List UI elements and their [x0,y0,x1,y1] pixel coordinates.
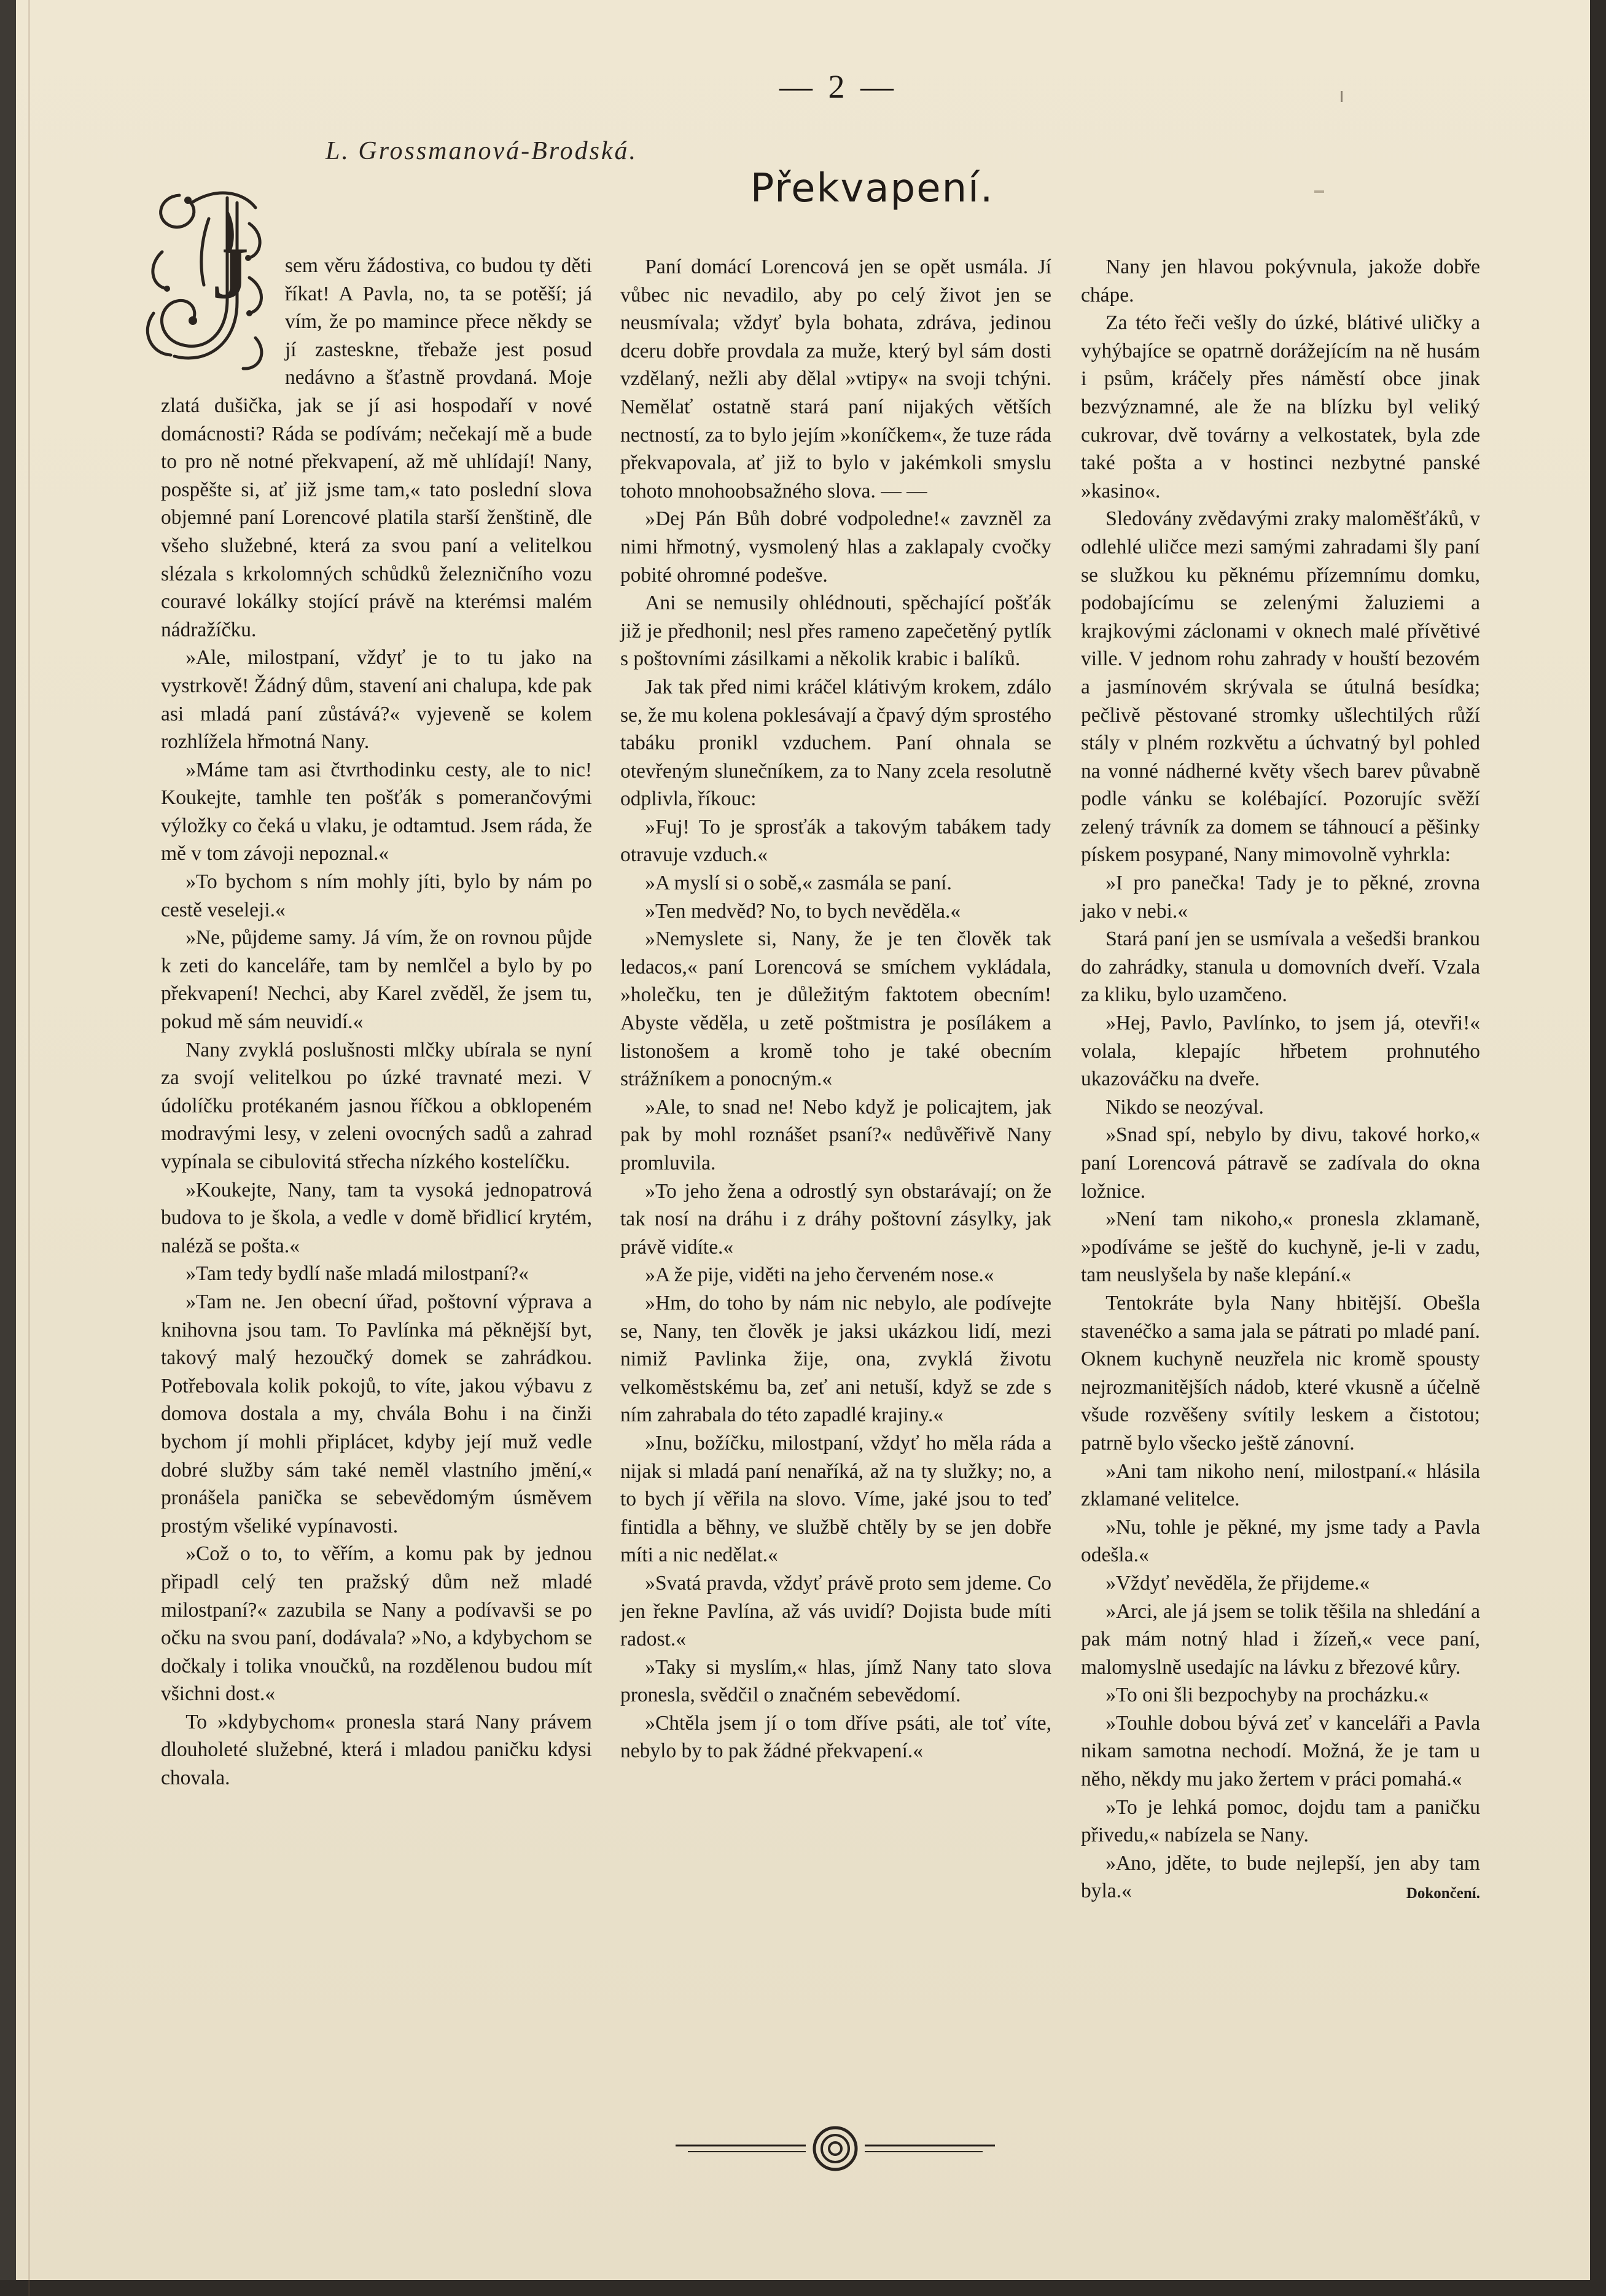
paragraph: »To oni šli bezpochyby na procházku.« [1105,1684,1429,1707]
paragraph: »To je lehká pomoc, dojdu tam a paničku přivedu,« nabízela se Nany. [1081,1795,1480,1847]
paragraph: »Chtěla jsem jí o tom dříve psáti, ale toť víte, nebylo by to pak žádné překvapení.« [620,1711,1051,1763]
paragraph: Nany jen hlavou pokývnula, jakože dobře chápe. [1081,256,1480,307]
paragraph: »Dej Pán Bůh dobré vodpoledne!« zavzněl za nimi hřmotný, vysmolený hlas a zaklapaly cvočky pobité ohromné podešve. [620,507,1051,587]
paragraph: »Koukejte, Nany, tam ta vysoká jednopatrová budova to je škola, a vedle v domě břidlicí krytém, naléză se pošta.« [161,1178,592,1257]
paragraph: Nikdo se neozýval. [1105,1095,1264,1119]
paper-fold-line [28,0,30,2296]
paragraph: »Vždyť nevěděla, že přijdeme.« [1105,1571,1370,1595]
scan-edge-left [0,0,16,2296]
paragraph: »Fuj! To je sprosťák a takovým tabákem tady otravuje vzduch.« [620,815,1051,867]
paragraph: »Svatá pravda, vždyť právě proto sem jdeme. Co jen řekne Pavlína, až vás uvidí? Dojista bude míti radost.« [620,1571,1051,1651]
paragraph: »To jeho žena a odrostlý syn obstarávají; on že tak nosí na dráhu i z dráhy poštovní zásylky, jak právě vidíte.« [620,1179,1051,1259]
paragraph: »Což o to, to věřím, a komu pak by jednou připadl celý ten pražský dům než mladé milostpaní?« zazubila se Nany a podívavši se po očku na svou paní, dodávala? »No, a kdybychom se dočkaly i tolika vnoučků, na rozdělenou budou mít všichni dost.« [161,1542,592,1706]
ornamental-letter-j-icon [135,160,276,381]
paragraph: »A myslí si o sobě,« zasmála se paní. [645,872,952,895]
paragraph: »Nemyslete si, Nany, že je ten člověk tak ledacos,« paní Lorencová se smíchem vykládala, »holečku, ten je důležitým faktotem obecním! Abyste věděla, u zetě poštmistra je posílákem a listonošem a kromě toho je také obecním strážníkem a ponocným.« [620,927,1051,1091]
paragraph: »Hm, do toho by nám nic nebylo, ale podívejte se, Nany, ten člověk je jaksi ukázkou lidí, mezi nimiž Pavlinka žije, ona, zvyklá životu velkoměstskému ba, zeť ani netuší, když se zde s ním zahrabala do této zapadlé krajiny.« [620,1291,1051,1427]
text-column-left [161,232,592,1792]
paragraph: Jak tak před nimi kráčel klátivým krokem, zdálo se, že mu kolena poklesávají a čpavý dým sprostého tabáku pronikl vzduchem. Paní ohnala se otevřeným slunečníkem, za to Nany zcela resolutně odplivla, říkouc: [620,675,1051,811]
paragraph: »Nu, tohle je pěkné, my jsme tady a Pavla odešla.« [1081,1515,1480,1567]
paragraph: »Touhle dobou bývá zeť v kanceláři a Pavla nikam samotna nechodí. Možná, že je tam u něho, někdy mu jako žertem v práci pomahá.« [1081,1711,1480,1791]
paragraph: »Arci, ale já jsem se tolik těšila na shledání a pak mám notný hlad i žízeň,« vece paní, malomyslně usedajíc na lávku z březové kůry. [1081,1599,1480,1679]
paragraph: »Ale, milostpaní, vždyť je to tu jako na vystrkově! Žádný dům, stavení ani chalupa, kde pak asi mladá paní zůstává?« vyjeveně se kolem rozhlížela hřmotná Nany. [161,646,592,754]
paragraph: »Tam tedy bydlí naše mladá milostpaní?« [185,1262,529,1286]
article-title: Překvapení. [750,166,994,211]
paragraph: Sledovány zvědavými zraky maloměšťáků, v odlehlé uličce mezi samými zahradami šly paní se služkou ku pěknému přízemnímu domku, podobajícímu se zelenými žaluziemi a krajkovými záclonami v oknech malé přívětivé ville. V jednom rohu zahrady v houští bezovém a jasmínovém skrývala se útulná besídka; pečlivě pěstované stromky ušlechtilých růží stály v plném rozkvětu a úchvatný byl pohled na vonné nádherné květy všech barev půvabně podle vánku se kolébající. Pozorujíc svěží zelený trávník za domem se táhnoucí a pěšinky pískem posypané, Nany mimovolně vyhrkla: [1081,507,1480,867]
text-column-right [1081,253,1480,1908]
text-column-middle [620,253,1051,1765]
scan-edge-right [1590,0,1606,2296]
paragraph: »A že pije, viděti na jeho červeném nose.« [645,1263,994,1287]
continuation-note: Dokončení. [1406,1885,1480,1902]
paragraph: »Taky si myslím,« hlas, jímž Nany tato slova pronesla, svědčil o značném sebevědomí. [620,1655,1051,1707]
paragraph: »Tam ne. Jen obecní úřad, poštovní výprava a knihovna jsou tam. To Pavlínka má pěknější byt, takový malý hezoučký domek se zahrádkou. Potřebovala kolik pokojů, to víte, jakou výbavu z domova dostala a my, chvála Bohu i na činži bychom jí mohli připlácet, kdyby její muž vedle dobré služby sám také neměl vlastního jmění,« pronášela panička se sebevědomým úsměvem prostým všeliké vypínavosti. [161,1290,592,1537]
paragraph: »Ale, to snad ne! Nebo když je policajtem, jak pak by mohl roznášet psaní?« nedůvěřivě Nany promluvila. [620,1095,1051,1174]
final-sentence: »Ano, jděte, to bude nejlepší, jen aby tam byla.« [1081,1851,1480,1903]
paper-speck [1341,91,1343,102]
paragraph: »Ani tam nikoho není, milostpaní.« hlásila zklamané velitelce. [1081,1459,1480,1511]
paragraph: Stará paní jen se usmívala a vešedši brankou do zahrádky, stanula u domovních dveří. Vzala za kliku, bylo uzamčeno. [1081,927,1480,1007]
scan-edge-bottom [0,2280,1606,2296]
page-number: — 2 — [779,68,897,105]
paragraph: »To bychom s ním mohly jíti, bylo by nám po cestě veseleji.« [161,870,592,921]
paragraph: Ani se nemusily ohlédnouti, spěchající pošťák již je předhonil; nesl přes rameno zapečetěný pytlík s poštovními zásilkami a několik krabic i balíků. [620,592,1051,671]
paragraph: Paní domácí Lorencová jen se opět usmála. Jí vůbec nic nevadilo, aby po celý život jen se neusmívala; vždyť byla bohata, zdráva, jedinou dceru dobře provdala za muže, který byl sám dosti vzdělaný, nežli aby dělal »vtipy« na svoji tchýni. Nemělať ostatně stará paní nijakých větších nectností, za to bylo jejím »koníčkem«, že tuze ráda překvapovala, ať již to bylo v jakémkoli smyslu tohoto mnohoobsažného slova. — — [620,256,1051,502]
paragraph: Nany zvyklá poslušnosti mlčky ubírala se nyní za svojí velitelkou po úzké travnaté mezi. V údolíčku protékaném jasnou říčkou a obklopeném modravými lesy, v zeleni ovocných sadů a zahrad vypínala se cibulovitá střecha nízkého kostelíčku. [161,1038,592,1173]
paragraph: »Inu, božíčku, milostpaní, vždyť ho měla ráda a nijak si mladá paní nenaříká, až na ty služky; no, a to bych jí věřila na slovo. Víme, jaké jsou to teď fintidla a běhny, ve službě chtěly by se jen dobře míti a nic nedělat.« [620,1431,1051,1567]
paragraph: Za této řeči vešly do úzké, blátivé uličky a vyhýbajíce se opatrně dorážejícím na ně husám i psům, kráčely přes náměstí obce jinak bezvýznamné, ale že na blízku byl veliký cukrovar, dvě továrny a velkostatek, byla zde také pošta a v hostinci nezbytné panské »kasino«. [1081,311,1480,502]
paragraph: »Ten medvěd? No, to bych nevěděla.« [645,899,961,923]
paragraph: To »kdybychom« pronesla stará Nany právem dlouholeté služebné, která i mladou paničku kdysi chovala. [161,1710,592,1790]
paragraph: »Snad spí, nebylo by divu, takové horko,« paní Lorencová pátravě se zadívala do okna ložnice. [1081,1123,1480,1203]
paragraph: Tentokráte byla Nany hbitější. Obešla stavenéčko a sama jala se pátrati po mladé paní. Oknem kuchyně neuzřela nic kromě spousty nejrozmanitějších nádob, které vkusně a účelně všude rozvěšeny svítily leskem a čistotou; patrně bylo všecko ještě zánovní. [1081,1291,1480,1455]
paragraph: »Ne, půjdeme samy. Já vím, že on rovnou půjde k zeti do kanceláře, tam by nemlčel a bylo by po překvapení! Nechci, aby Karel zvěděl, že jsem tu, pokud mě sám neuvidí.« [161,926,592,1034]
paragraph: »Máme tam asi čtvrthodinku cesty, ale to nic! Koukejte, tamhle ten pošťák s pomerančovými výložky co čeká u vlaku, je odtamtud. Jsem ráda, že mě v tom závoji nepoznal.« [161,758,592,865]
paper-speck [1314,190,1324,193]
author-name: L. Grossmanová-Brodská. [325,137,638,165]
paragraph: »Není tam nikoho,« pronesla zklamaně, »podíváme se ještě do kuchyně, je-li v zadu, tam neuslyšela by naše klepání.« [1081,1208,1480,1287]
paragraph: sem věru žádostiva, co budou ty děti říkat! A Pavla, no, ta se potěší; já vím, že po mamince přece někdy se jí zasteskne, třebaže jest posud nedávno a šťastně provdaná. Moje zlatá dušička, jak se jí asi hospodaří v nové domácnosti? Ráda se podívám; nečekají mě a bude to pro ně notné překvapení, až mě uhlídají! Nany, pospěšte si, ať již jsme tam,« tato poslední slova objemné paní Lorencové platila starší ženštině, dle všeho služebné, která za svou paní a velitelkou slézala s krkolomných schůdků železničního vozu couravé lokálky stojící právě na kterémsi malém nádražíčku. [161,254,592,641]
paragraph: »Hej, Pavlo, Pavlínko, to jsem já, otevři!« volala, klepajíc hřbetem prohnutého ukazováčku na dveře. [1081,1012,1480,1091]
paragraph: »I pro panečka! Tady je to pěkné, zrovna jako v nebi.« [1081,872,1480,923]
drop-cap-letter: J [212,232,249,314]
closing-ornament-icon [669,2122,1001,2177]
final-paragraph [1081,1849,1480,1905]
